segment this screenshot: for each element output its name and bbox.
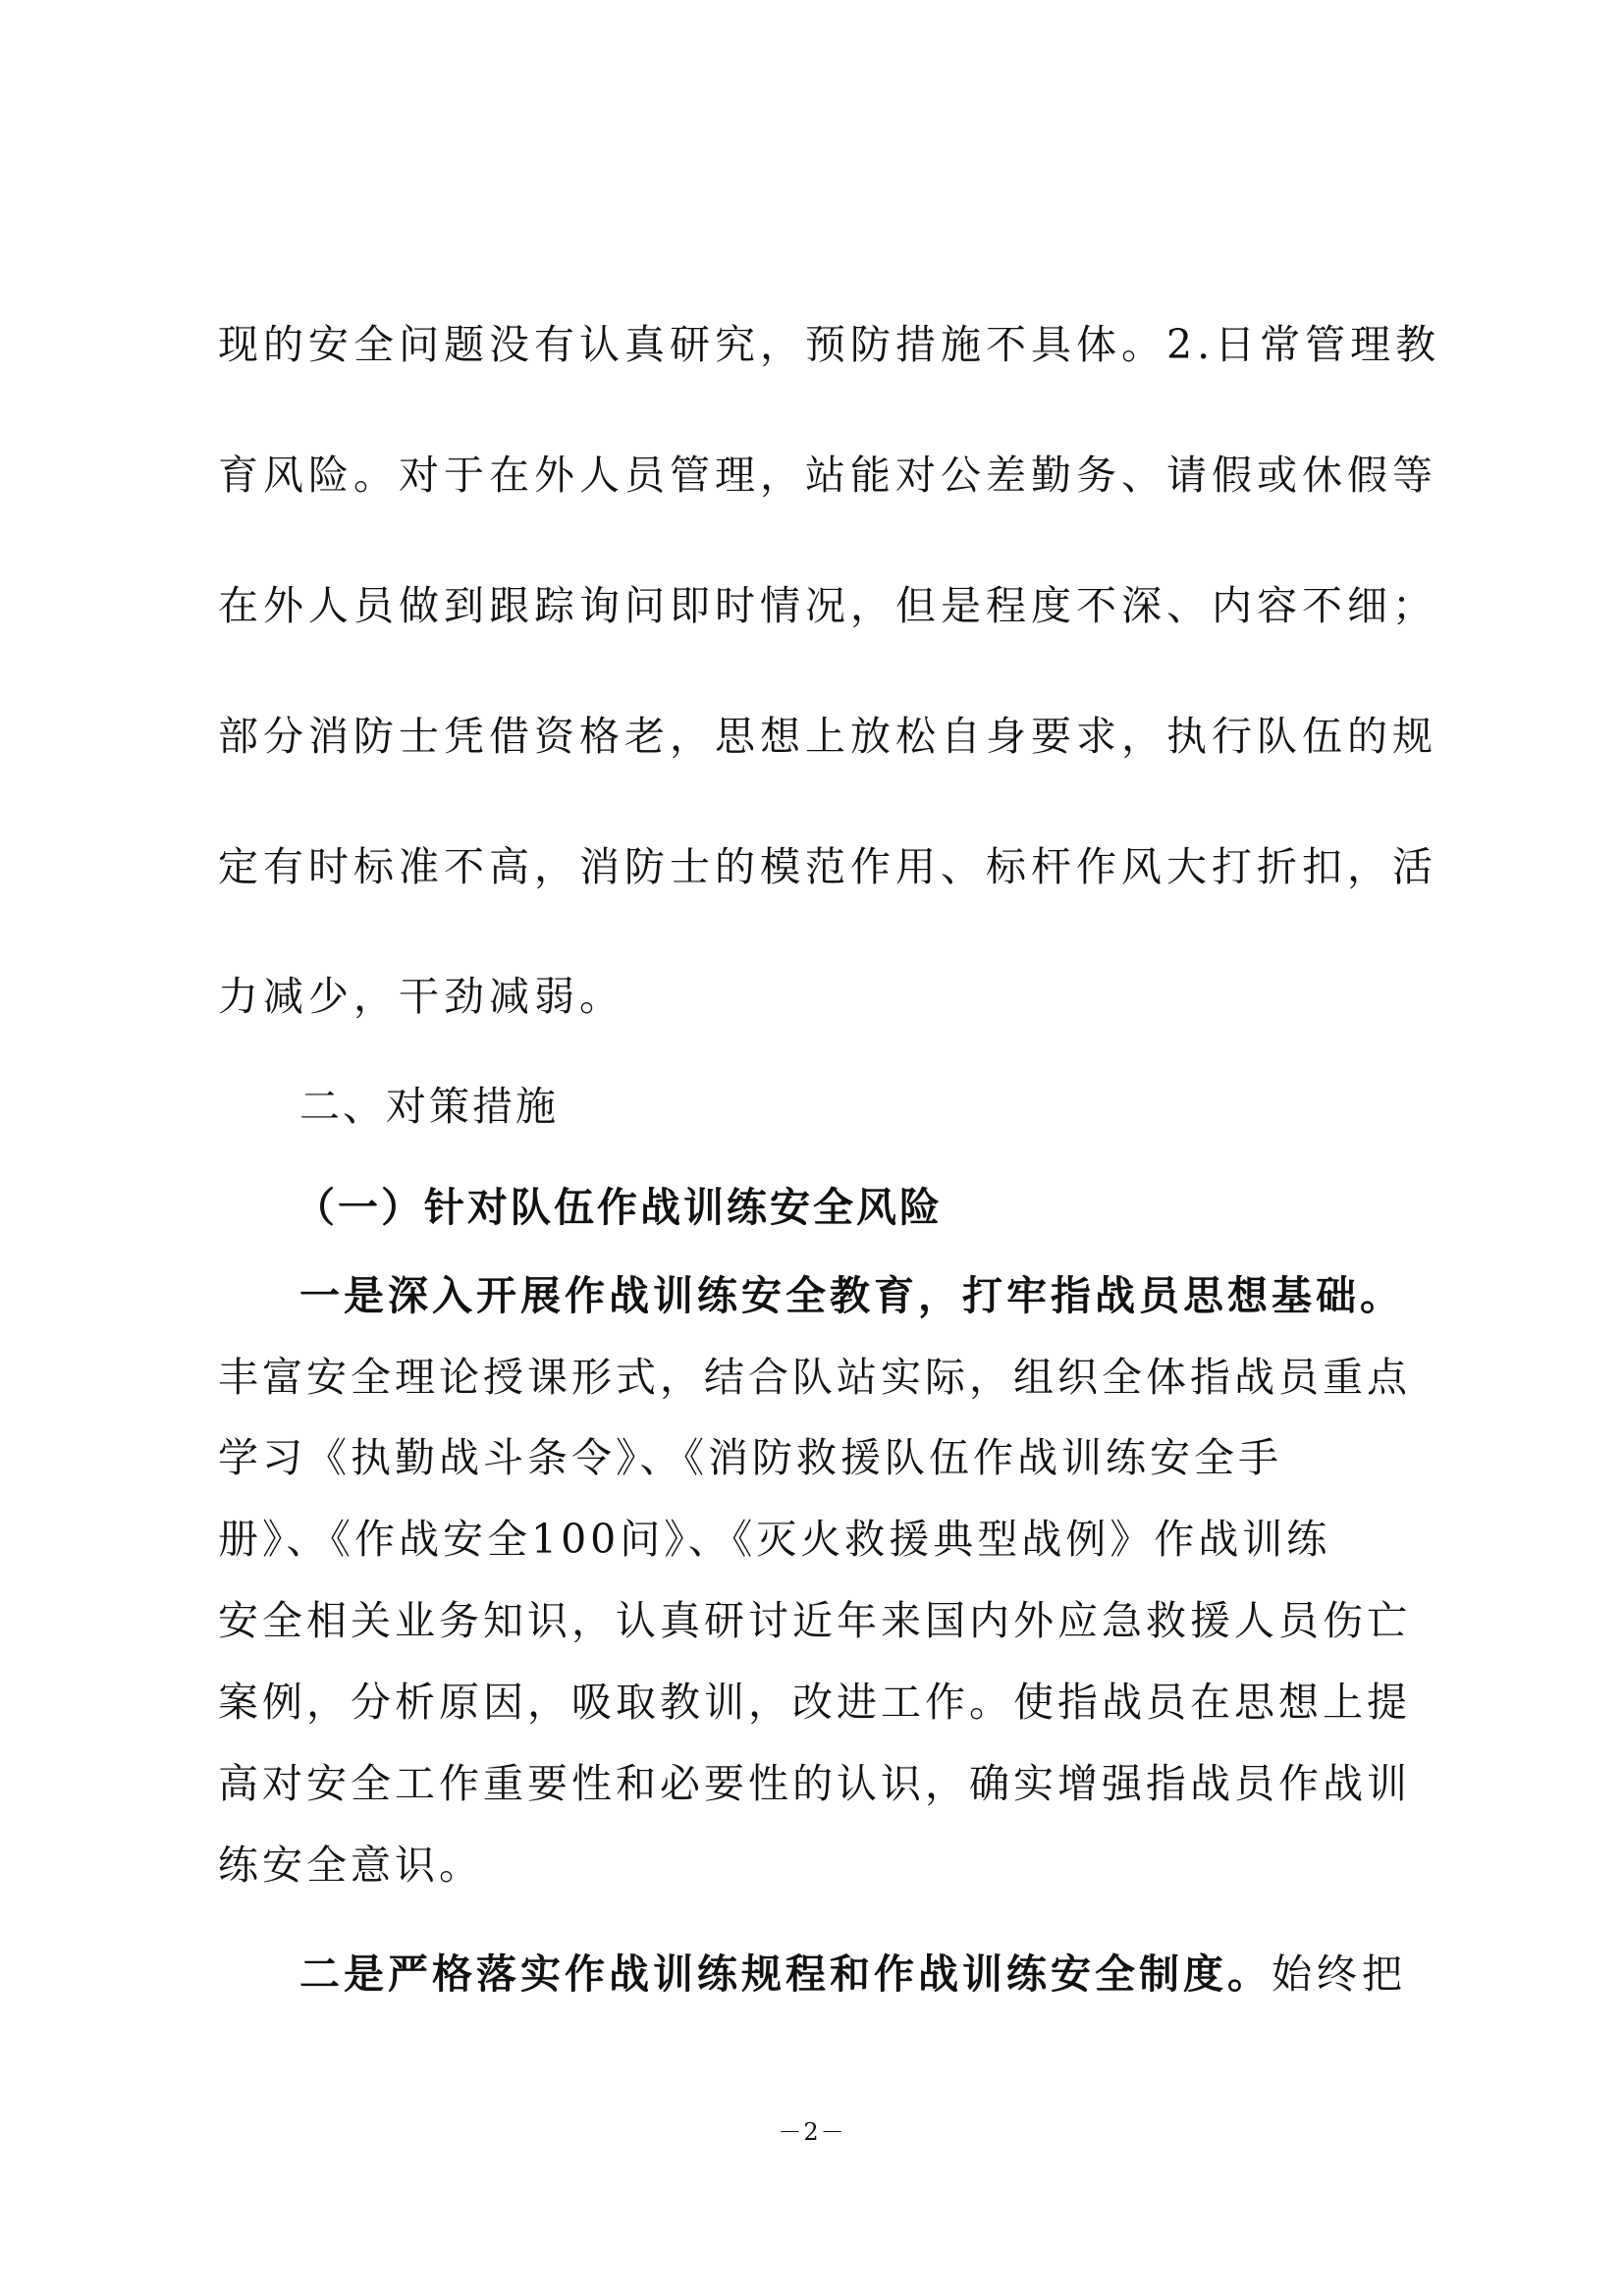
point1-line-3: 册》、《作战安全100问》、《灭火救援典型战例》作战训练 [218, 1516, 1331, 1563]
page-number: －2－ [778, 2118, 846, 2146]
body-line-4: 部分消防士凭借资格老，思想上放松自身要求，执行队伍的规 [218, 713, 1437, 760]
body-line-6: 力减少，干劲减弱。 [218, 973, 624, 1020]
body-line-3: 在外人员做到跟踪询问即时情况，但是程度不深、内容不细； [218, 582, 1437, 629]
body-line-2: 育风险。对于在外人员管理，站能对公差勤务、请假或休假等 [218, 452, 1437, 499]
point2-line [299, 1949, 1407, 1999]
point1-line-7: 练安全意识。 [218, 1842, 483, 1889]
point1-line-1: 丰富安全理论授课形式，结合队站实际，组织全体指战员重点 [218, 1354, 1411, 1401]
point1-line-6: 高对安全工作重要性和必要性的认识，确实增强指战员作战训 [218, 1760, 1411, 1807]
body-line-1: 现的安全问题没有认真研究，预防措施不具体。2.日常管理教 [218, 321, 1441, 368]
body-line-5: 定有时标准不高，消防士的模范作用、标杆作风大打折扣，活 [218, 843, 1437, 890]
point1-line-5: 案例，分析原因，吸取教训，改进工作。使指战员在思想上提 [218, 1679, 1411, 1726]
section-heading: 二、对策措施 [299, 1083, 559, 1130]
point1-line-2: 学习《执勤战斗条令》、《消防救援队伍作战训练安全手 [218, 1434, 1282, 1481]
point2-title: 二是严格落实作战训练规程和作战训练安全制度。 [299, 1950, 1272, 1998]
point2-text: 始终把 [1272, 1950, 1407, 1998]
point1-line-4: 安全相关业务知识，认真研讨近年来国内外应急救援人员伤亡 [218, 1597, 1411, 1644]
subsection-heading: （一）针对队伍作战训练安全风险 [295, 1184, 943, 1231]
point1-title: 一是深入开展作战训练安全教育，打牢指战员思想基础。 [299, 1272, 1404, 1319]
